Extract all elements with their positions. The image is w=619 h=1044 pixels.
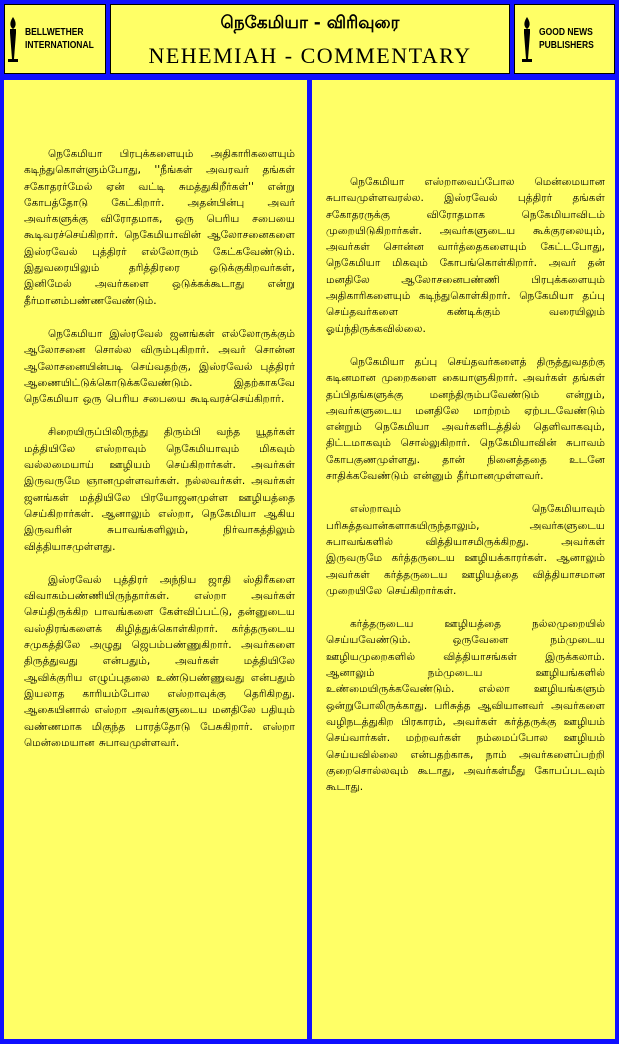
good-news-logo-box <box>514 4 615 74</box>
good-news-logo-text: GOOD NEWS PUBLISHERS <box>538 27 594 51</box>
paragraph: எஸ்றாவும் நெகேமியாவும் பரிசுத்தவான்களாகயிருந்தாலும், அவர்களுடைய சுபாவங்களில் வித்தியாசமிருக்கிறது. அவர்கள் இருவருமே கர்த்தருடைய ஊழியக்காரர்கள். ஆனாலும் அவர்கள் கர்த்தருடைய ஊழியத்தை வித்தியாசமான முறையிலே செய்கிறார்கள். <box>326 503 605 597</box>
right-column <box>312 80 615 1039</box>
bellwether-logo-box <box>4 4 106 74</box>
paragraph: நெகேமியா இஸ்ரவேல் ஜனங்கள் எல்லோருக்கும் ஆலோசனை சொல்ல விரும்புகிறார். அவர் சொன்ன ஆலோசனையின்படி செய்வதற்கு, இஸ்ரவேல் புத்திரர் ஆணையிட்டுக்கொடுக்கவேண்டும். இதற்காகவே நெகேமியா ஒரு பெரிய சபையை கூடிவரச்செய்கிறார். <box>24 327 295 406</box>
torch-icon <box>519 15 535 63</box>
paragraph: இஸ்ரவேல் புத்திரர் அந்நிய ஜாதி ஸ்திரீகளை விவாகம்பண்ணியிருந்தார்கள். எஸ்றா அவர்கள் செய்திருக்கிற பாவங்களை கேள்விப்பட்டு, தன்னுடைய வஸ்திரங்களைக் கிழித்துக்கொள்கிறார். கர்த்தருடைய சமுகத்திலே அழுது ஜெபம்பண்ணுகிறார். அவர்களை திருத்துவது என்பதும், அவர்கள் மத்தியிலே ஆவிக்குரிய எழுப்புதலை உண்டுபண்ணுவது என்பதும் இயலாத காரியம்போல எஸ்றாவுக்கு தெரிகிறது. ஆகையினால் எஸ்றா அவர்களுடைய மனதிலே பதியும் வண்ணமாக மிகுந்த பாரத்தோடு பேசுகிறார். எஸ்றா மென்மையான சுபாவமுள்ளவர். <box>24 573 295 749</box>
paragraph: நெகேமியா தப்பு செய்தவர்களைத் திருத்துவதற்கு கடினமான முறைகளை கையாளுகிறார். அவர்கள் தங்கள் தப்பிதங்களுக்கு மனந்திரும்பவேண்டும் என்றும், அவர்களுடைய மனதிலே மாற்றம் ஏற்படவேண்டும் என்றும் நெகேமியா அவர்களிடத்தில் தெளிவாகவும், திட்டமாகவும் சொல்லுகிறார். நெகேமியாவின் சுபாவம் கோபகுணமுள்ளது. தான் நினைத்ததை உடனே சாதிக்கவேண்டும் என்னும் தீர்மானமுள்ளவர். <box>326 355 605 483</box>
paragraph: கர்த்தருடைய ஊழியத்தை நல்லமுறையில் செய்யவேண்டும். ஒருவேளை நம்முடைய ஊழியமுறைகளில் வித்தியாசங்கள் இருக்கலாம். ஆனாலும் நம்முடைய ஊழியங்களில் உண்மையிருக்கவேண்டும். எல்லா ஊழியங்களும் ஒன்றுபோலிருக்காது. பரிசுத்த ஆவியானவர் அவர்களை வழிநடத்துகிற பிரகாரம், அவர்கள் கர்த்தருக்கு ஊழியம் செய்வார்கள். மற்றவர்கள் நம்மைப்போல ஊழியம் செய்யவில்லை என்பதற்காக, நாம் அவர்களைப்பற்றி குறைசொல்லவும் கூடாது, அவர்கள்மீது கோபப்படவும் கூடாது. <box>326 618 605 794</box>
paragraph: நெகேமியா பிரபுக்களையும் அதிகாரிகளையும் கடிந்துகொள்ளும்போது, ''நீங்கள் அவரவர் தங்கள் சகோதரர்மேல் ஏன் வட்டி சுமத்துகிறீர்கள்'' என்று கோபத்தோடு கேட்கிறார். அதன்பின்பு அவர் அவர்களுக்கு விரோதமாக, ஒரு பெரிய சபையை கூடிவரச்செய்கிறார். நெகேமியாவின் ஆலோசனைகளை இஸ்ரவேல் புத்திரர் எல்லோரும் கேட்கவேண்டும். இதுவரையிலும் தரித்திரரை ஒடுக்குகிறவர்கள், இனிமேல் அவர்களை ஒடுக்கக்கூடாது என்று தீர்மானம்பண்ணவேண்டும். <box>24 148 295 307</box>
title-box <box>110 4 510 74</box>
paragraph: சிறையிருப்பிலிருந்து திரும்பி வந்த யூதர்கள் மத்தியிலே எஸ்றாவும் நெகேமியாவும் மிகவும் வல்லமையாய் ஊழியம் செய்கிறார்கள். அவர்கள் இருவருமே ஞானமுள்ளவர்கள். நல்லவர்கள். அவர்கள் ஜனங்கள் மத்தியிலே பிரயோஜனமுள்ள ஊழியத்தை செய்கிறார்கள். ஆனாலும் எஸ்றா, நெகேமியா ஆகிய இருவரின் சுபாவங்களிலும், நிர்வாகத்திலும் வித்தியாசமுள்ளது. <box>24 426 295 553</box>
paragraph: நெகேமியா எஸ்றாவைப்போல மென்மையான சுபாவமுள்ளவரல்ல. இஸ்ரவேல் புத்திரர் தங்கள் சகோதரருக்கு விரோதமாக நெகேமியாவிடம் முறையிடுகிறார்கள். அவர்களுடைய கூக்குரலையும், அவர்கள் சொன்ன வார்த்தைகளையும் கேட்டபோது, நெகேமியா மிகவும் கோபங்கொள்கிறார். அவர் தன் மனதிலே ஆலோசனைபண்ணி பிரபுக்களையும் அதிகாரிகளையும் கடிந்துகொள்கிறார். நெகேமியா தப்பு செய்தவர்களை கண்டிக்கும் வரையிலும் ஓய்ந்திருக்கவில்லை. <box>326 176 605 335</box>
english-title: NEHEMIAH - COMMENTARY <box>148 43 472 68</box>
left-column <box>4 80 307 1039</box>
bellwether-logo-text: BELLWETHER INTERNATIONAL <box>25 27 94 51</box>
tamil-title: நெகேமியா - விரிவுரை <box>220 13 400 33</box>
torch-icon <box>5 15 21 63</box>
